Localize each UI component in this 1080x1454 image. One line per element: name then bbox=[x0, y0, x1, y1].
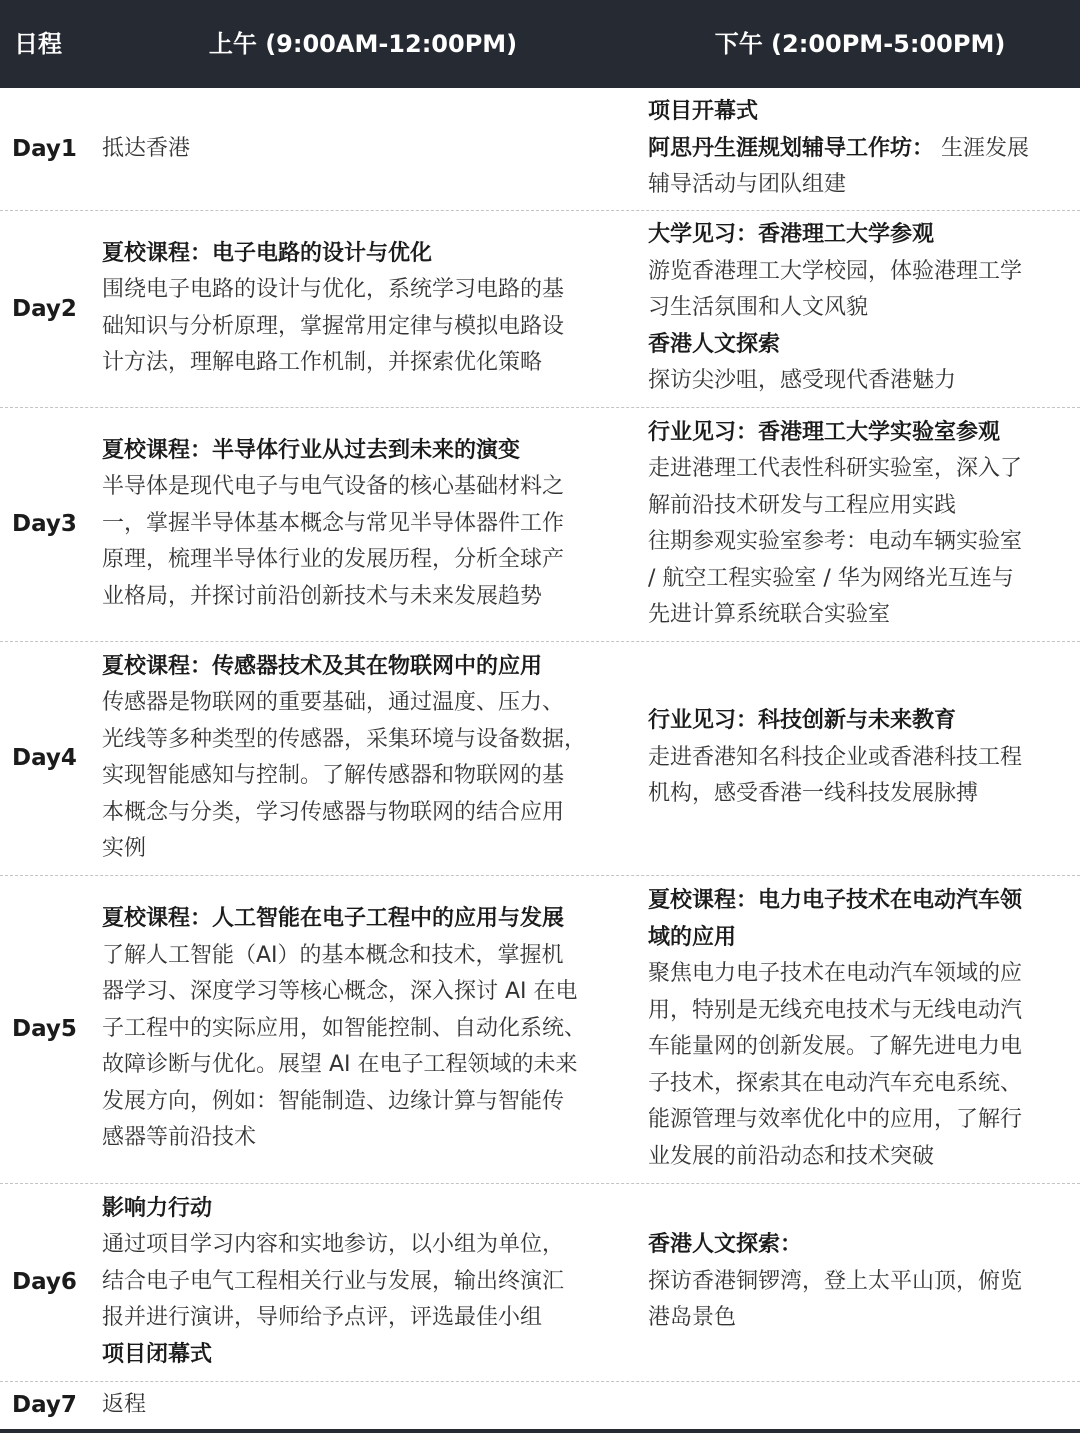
table-row bbox=[0, 210, 1080, 407]
table-header bbox=[0, 0, 1080, 88]
header-morning: 上午 (9:00AM-12:00PM) bbox=[208, 30, 518, 58]
activity-description: 实例 bbox=[102, 836, 147, 861]
activity-description: 传感器是物联网的重要基础，通过温度、压力、 bbox=[102, 690, 565, 715]
activity-description: 通过项目学习内容和实地参访，以小组为单位， bbox=[102, 1232, 565, 1258]
activity-description: 器学习、深度学习等核心概念，深入探讨 AI 在电 bbox=[102, 979, 578, 1005]
activity-description: 子工程中的实际应用，如智能控制、自动化系统、 bbox=[102, 1015, 587, 1041]
afternoon-cell bbox=[648, 875, 1074, 1183]
activity-description: 用，特别是无线充电技术与无线电动汽 bbox=[648, 997, 1023, 1023]
day-label: Day6 bbox=[12, 1269, 77, 1295]
day-label: Day4 bbox=[12, 745, 77, 771]
header-day: 日程 bbox=[14, 30, 62, 58]
activity-description: 探访尖沙咀，感受现代香港魅力 bbox=[648, 368, 957, 394]
morning-cell bbox=[102, 1183, 630, 1381]
activity-description: 感器等前沿技术 bbox=[102, 1125, 257, 1151]
activity-title: 夏校课程：电子电路的设计与优化 bbox=[102, 240, 433, 266]
activity-description: 聚焦电力电子技术在电动汽车领域的应 bbox=[648, 961, 1023, 986]
activity-description: 习生活氛围和人文风貌 bbox=[648, 295, 869, 321]
morning-cell bbox=[102, 875, 630, 1183]
table-row bbox=[0, 1183, 1080, 1381]
morning-cell bbox=[102, 1381, 630, 1429]
table-row bbox=[0, 875, 1080, 1183]
activity-description: 光线等多种类型的传感器，采集环境与设备数据， bbox=[102, 726, 587, 752]
day-label: Day3 bbox=[12, 511, 77, 537]
afternoon-cell bbox=[648, 641, 1074, 875]
morning-cell bbox=[102, 210, 630, 407]
activity-title: 夏校课程：人工智能在电子工程中的应用与发展 bbox=[102, 906, 565, 932]
activity-description: 游览香港理工大学校园，体验港理工学 bbox=[648, 258, 1023, 284]
afternoon-cell bbox=[648, 1183, 1074, 1381]
activity-description: 辅导活动与团队组建 bbox=[648, 172, 847, 198]
afternoon-cell bbox=[648, 88, 1074, 210]
header-afternoon: 下午 (2:00PM-5:00PM) bbox=[714, 30, 1006, 58]
activity-description: 半导体是现代电子与电气设备的核心基础材料之 bbox=[102, 474, 565, 500]
activity-description: 走进港理工代表性科研实验室，深入了 bbox=[648, 456, 1023, 481]
activity-title: 项目开幕式 bbox=[648, 99, 759, 125]
day-label: Day7 bbox=[12, 1392, 77, 1418]
activity-title: 行业见习：香港理工大学实验室参观 bbox=[648, 419, 1001, 445]
activity-title: 大学见习：香港理工大学参观 bbox=[648, 222, 935, 248]
activity-title: 影响力行动 bbox=[102, 1195, 213, 1221]
afternoon-cell bbox=[648, 210, 1074, 407]
activity-description: 结合电子电气工程相关行业与发展，输出终演汇 bbox=[102, 1268, 565, 1294]
activity-description: 车能量网的创新发展。了解先进电力电 bbox=[648, 1034, 1023, 1059]
activity-description: 抵达香港 bbox=[102, 135, 191, 161]
activity-description: 先进计算系统联合实验室 bbox=[648, 602, 891, 627]
activity-title: 项目闭幕式 bbox=[102, 1341, 213, 1367]
activity-description: 发展方向，例如：智能制造、边缘计算与智能传 bbox=[102, 1088, 565, 1114]
activity-description: 础知识与分析原理，掌握常用定律与模拟电路设 bbox=[102, 313, 565, 339]
activity-description: 实现智能感知与控制。了解传感器和物联网的基 bbox=[102, 763, 565, 788]
day-label: Day1 bbox=[12, 136, 77, 162]
activity-description: 围绕电子电路的设计与优化，系统学习电路的基 bbox=[102, 277, 565, 302]
table-bottom-rule bbox=[0, 1429, 1080, 1433]
activity-description: 走进香港知名科技企业或香港科技工程 bbox=[648, 744, 1023, 770]
table-row bbox=[0, 407, 1080, 641]
activity-title: 阿思丹生涯规划辅导工作坊： 生涯发展 bbox=[648, 135, 1030, 161]
activity-title: 香港人文探索 bbox=[648, 331, 781, 357]
activity-description: 能源管理与效率优化中的应用，了解行 bbox=[648, 1107, 1023, 1132]
activity-description: 港岛景色 bbox=[648, 1305, 737, 1331]
activity-description: 计方法，理解电路工作机制，并探索优化策略 bbox=[102, 350, 543, 375]
day-label: Day5 bbox=[12, 1016, 77, 1042]
activity-title: 夏校课程：传感器技术及其在物联网中的应用 bbox=[102, 653, 543, 679]
activity-description: 了解人工智能（AI）的基本概念和技术，掌握机 bbox=[102, 942, 564, 968]
activity-title: 行业见习：科技创新与未来教育 bbox=[648, 708, 957, 734]
activity-title: 香港人文探索： bbox=[648, 1232, 803, 1258]
activity-title: 夏校课程：电力电子技术在电动汽车领 bbox=[648, 888, 1023, 913]
activity-description: 一，掌握半导体基本概念与常见半导体器件工作 bbox=[102, 510, 565, 536]
activity-description: 报并进行演讲，导师给予点评，评选最佳小组 bbox=[102, 1305, 543, 1331]
activity-description: 原理，梳理半导体行业的发展历程，分析全球产 bbox=[102, 547, 565, 573]
activity-description: 机构，感受香港一线科技发展脉搏 bbox=[648, 781, 979, 807]
activity-description: 探访香港铜锣湾，登上太平山顶，俯览 bbox=[648, 1268, 1023, 1294]
day-label: Day2 bbox=[12, 295, 77, 322]
afternoon-cell bbox=[648, 407, 1074, 641]
morning-cell bbox=[102, 88, 630, 210]
table-row bbox=[0, 88, 1080, 210]
activity-description: 子技术，探索其在电动汽车充电系统、 bbox=[648, 1070, 1023, 1096]
morning-cell bbox=[102, 407, 630, 641]
activity-description: / 航空工程实验室 / 华为网络光互连与 bbox=[648, 565, 1014, 591]
activity-description: 生涯发展 bbox=[934, 135, 1030, 161]
activity-title: 域的应用 bbox=[648, 924, 737, 950]
table-row bbox=[0, 1381, 1080, 1429]
activity-description: 故障诊断与优化。展望 AI 在电子工程领域的未来 bbox=[102, 1052, 578, 1078]
table-row bbox=[0, 641, 1080, 875]
activity-description: 返程 bbox=[102, 1391, 147, 1417]
afternoon-cell bbox=[648, 1381, 1074, 1429]
activity-title: 夏校课程：半导体行业从过去到未来的演变 bbox=[102, 437, 521, 463]
activity-description: 解前沿技术研发与工程应用实践 bbox=[648, 492, 957, 518]
activity-description: 业发展的前沿动态和技术突破 bbox=[648, 1143, 935, 1169]
morning-cell bbox=[102, 641, 630, 875]
activity-description: 往期参观实验室参考：电动车辆实验室 bbox=[648, 529, 1023, 554]
activity-description: 本概念与分类，学习传感器与物联网的结合应用 bbox=[102, 799, 565, 825]
activity-description: 业格局，并探讨前沿创新技术与未来发展趋势 bbox=[102, 583, 543, 609]
